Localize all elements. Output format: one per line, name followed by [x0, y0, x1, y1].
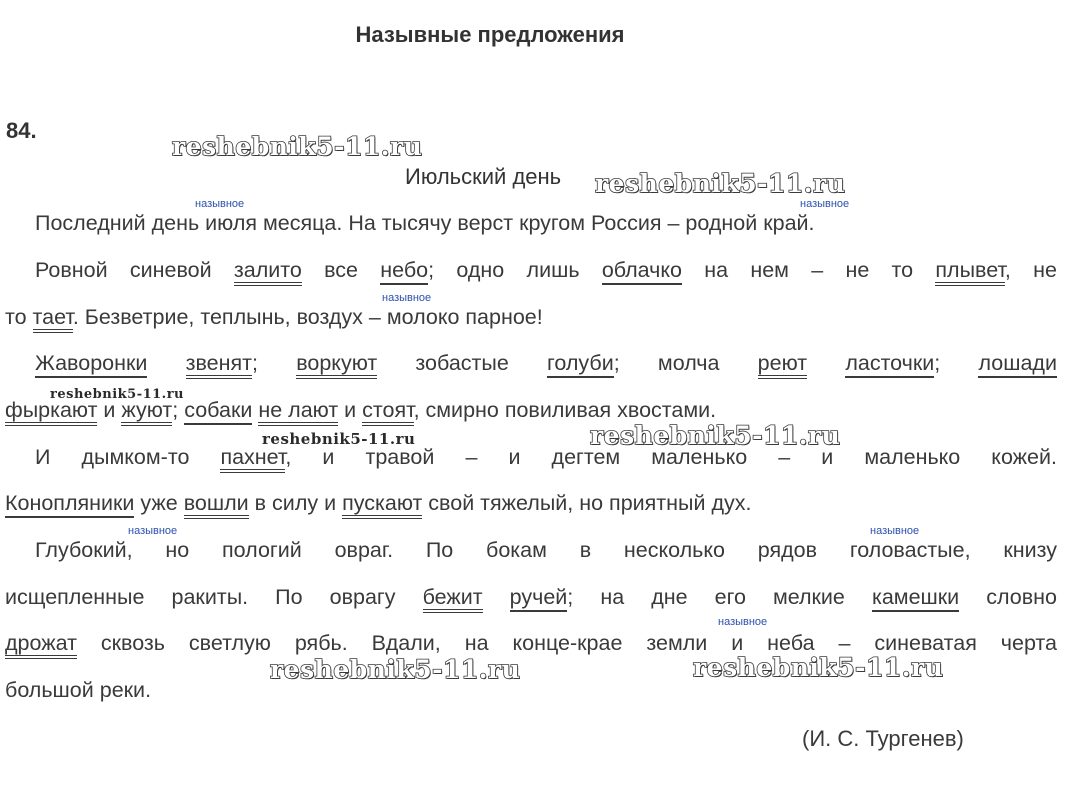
watermark: reshebnik5-11.ru — [270, 655, 521, 684]
predicate: бежит — [423, 585, 483, 613]
watermark: reshebnik5-11.ru — [50, 387, 185, 402]
text-line: большой реки. — [5, 678, 152, 702]
predicate: тает — [33, 305, 73, 333]
predicate: вошли — [184, 491, 249, 519]
subject: ручей — [510, 585, 568, 612]
exercise-number: 84. — [6, 118, 37, 143]
text-line: то тает. Безветрие, теплынь, воздух – молоко парное! — [5, 305, 543, 330]
text-line: Конопляники уже вошли в силу и пускают свой тяжелый, но приятный дух. — [5, 491, 751, 516]
predicate: не лают — [258, 398, 338, 426]
nominative-label-2: назывное — [800, 198, 850, 210]
text-line: Глубокий, но пологий овраг. По бокам в несколько рядов головастые, книзу — [35, 538, 1057, 562]
predicate: воркуют — [296, 351, 377, 379]
watermark: reshebnik5-11.ru — [172, 132, 423, 161]
text-title: Июльский день — [405, 164, 562, 189]
subject: голуби — [547, 351, 614, 378]
predicate: жуют — [121, 398, 172, 426]
predicate: стоят — [362, 398, 413, 426]
predicate: пахнет — [220, 445, 285, 473]
predicate: плывет — [935, 258, 1005, 286]
page-title: Назывные предложения — [355, 22, 625, 47]
watermark: reshebnik5-11.ru — [693, 653, 944, 682]
nominative-label-4: назывное — [128, 525, 178, 537]
nominative-label-1: назывное — [195, 198, 245, 210]
subject: Жаворонки — [35, 351, 147, 378]
subject: собаки — [184, 398, 252, 425]
watermark: reshebnik5-11.ru — [595, 169, 846, 198]
text-line: фыркают и жуют; собаки не лают и стоят, смирно повиливая хвостами. — [5, 398, 716, 423]
nominative-label-6: назывное — [718, 616, 768, 628]
text-line: Жаворонки звенят; воркуют зобастые голуби; молча реют ласточки; лошади — [35, 351, 1057, 376]
subject: облачко — [602, 258, 682, 285]
watermark: reshebnik5-11.ru — [590, 421, 841, 450]
subject: небо — [380, 258, 428, 285]
text-line: дрожат сквозь светлую рябь. Вдали, на конце-крае земли и неба – синеватая черта — [5, 631, 1057, 656]
text-line: Ровной синевой залито все небо; одно лишь облачко на нем – не то плывет, не — [35, 258, 1057, 283]
predicate: пускают — [342, 491, 422, 519]
text-line: И дымком-то пахнет, и травой – и дегтем маленько – и маленько кожей. — [35, 445, 1057, 470]
nominative-label-3: назывное — [382, 292, 432, 304]
subject: Конопляники — [5, 491, 134, 518]
text-line: Последний день июля месяца. На тысячу верст кругом Россия – родной край. — [35, 211, 815, 235]
predicate: реют — [758, 351, 807, 379]
predicate: дрожат — [5, 631, 77, 659]
nominative-label-5: назывное — [870, 525, 920, 537]
text-line: исщепленные ракиты. По оврагу бежит ручей; на дне его мелкие камешки словно — [5, 585, 1057, 610]
subject: камешки — [872, 585, 959, 612]
author-attribution: (И. С. Тургенев) — [802, 726, 964, 751]
watermark: reshebnik5-11.ru — [262, 430, 416, 448]
subject: ласточки — [845, 351, 934, 378]
subject: лошади — [978, 351, 1057, 378]
predicate: фыркают — [5, 398, 97, 426]
predicate: залито — [234, 258, 302, 286]
predicate: звенят — [186, 351, 252, 379]
